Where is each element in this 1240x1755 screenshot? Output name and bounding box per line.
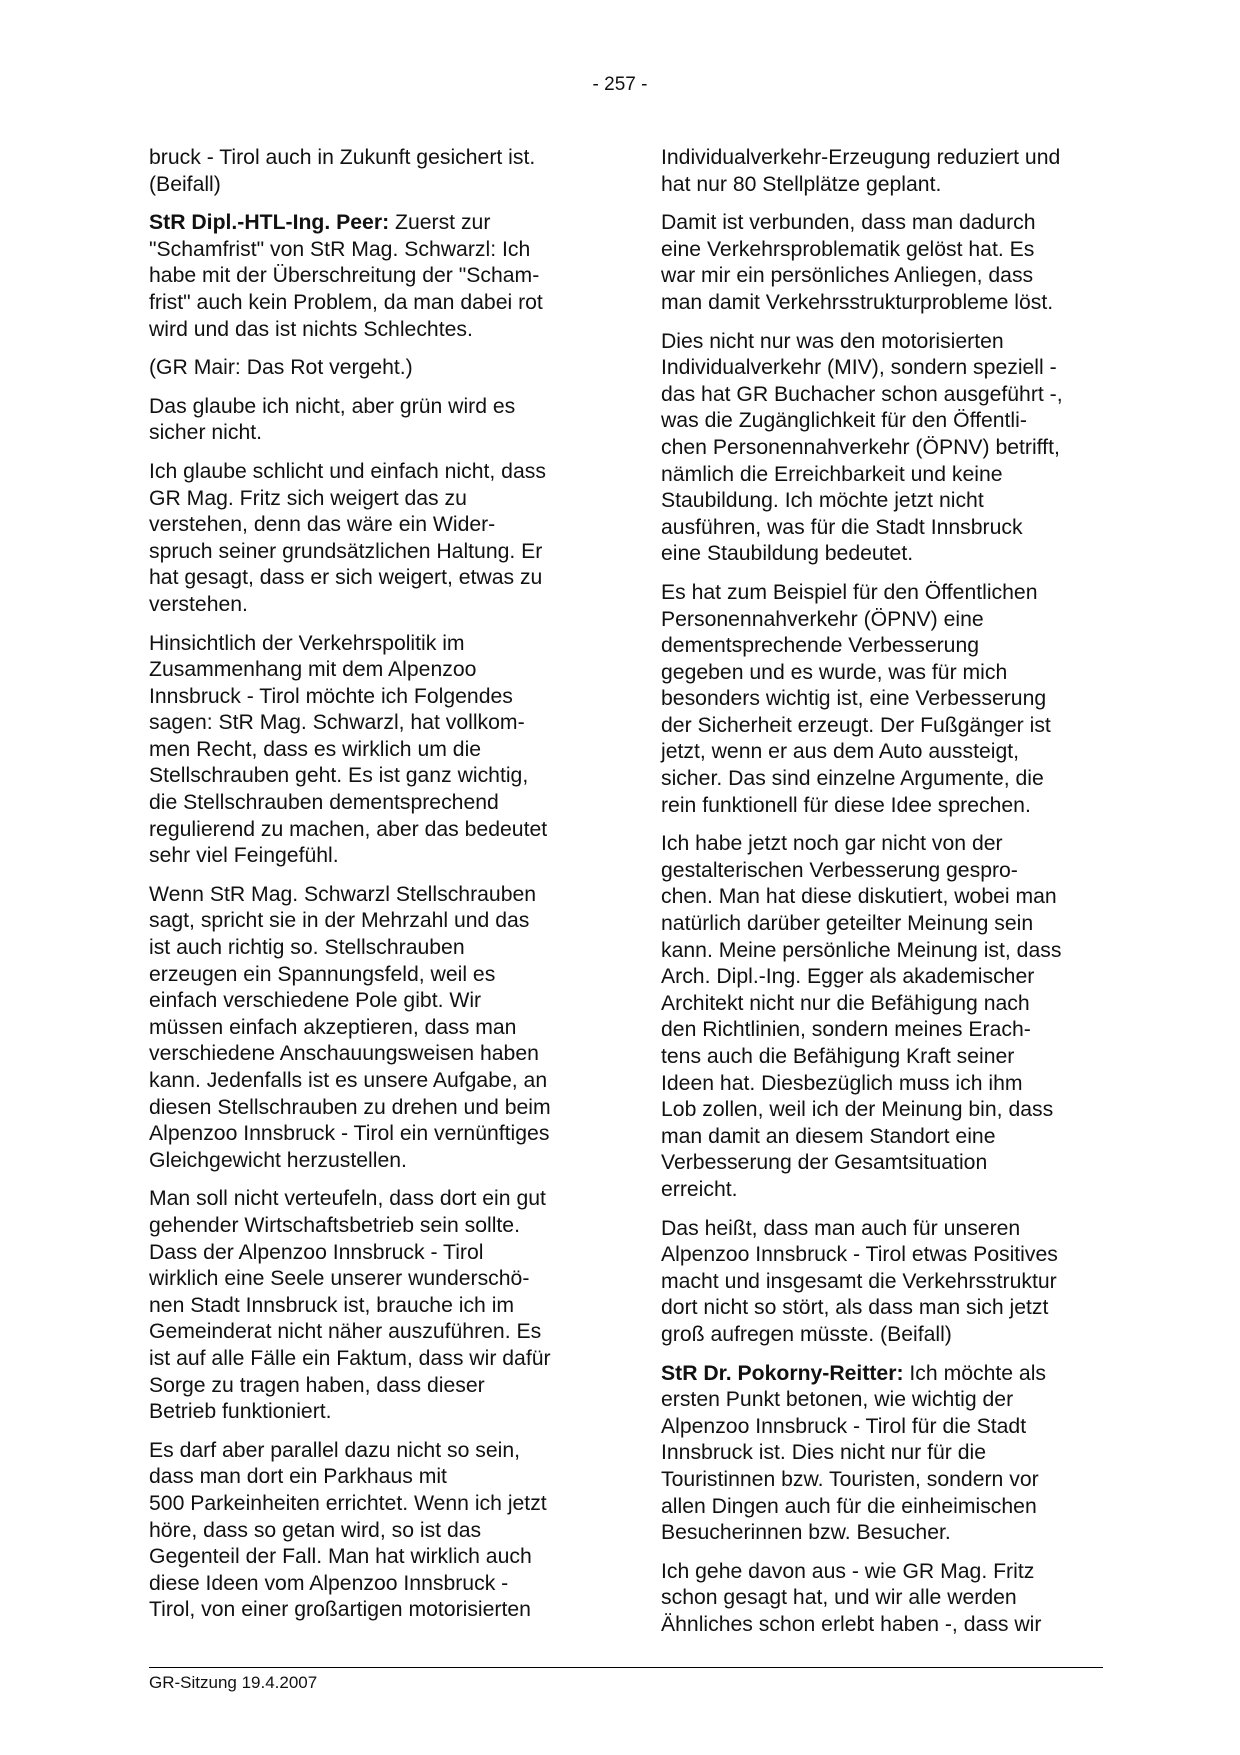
text-line: Betrieb funktioniert. [149,1400,332,1424]
text-line: Ideen hat. Diesbezüglich muss ich ihm [661,1071,1023,1095]
text-line: verstehen. [149,592,248,616]
text-line: frist" auch kein Problem, da man dabei rot [149,290,543,314]
text-line: macht und insgesamt die Verkehrsstruktur [661,1269,1057,1293]
text-line: erzeugen ein Spannungsfeld, weil es [149,962,496,986]
text-line: Staubildung. Ich möchte jetzt nicht [661,489,984,513]
text-line: Dies nicht nur was den motorisierten [661,329,1004,353]
text-line: sicher nicht. [149,421,263,445]
page-number: - 257 - [592,74,648,95]
text-line: Personennahverkehr (ÖPNV) eine [661,607,984,631]
text-line: groß aufregen müsste. (Beifall) [661,1322,952,1346]
text-line: schon gesagt hat, und wir alle werden [661,1586,1017,1610]
paragraph [661,145,1106,198]
text-line: chen. Man hat diese diskutiert, wobei man [661,885,1057,909]
text-line: Besucherinnen bzw. Besucher. [661,1521,951,1545]
paragraph [149,394,594,447]
paragraph [661,831,1106,1203]
text-line: Es darf aber parallel dazu nicht so sein, [149,1438,520,1462]
text-line: ersten Punkt betonen, wie wichtig der [661,1388,1014,1412]
text-line: höre, dass so getan wird, so ist das [149,1518,482,1542]
text-line: Zuerst zur [389,211,491,235]
text-line: Es hat zum Beispiel für den Öffentlichen [661,580,1038,604]
footer-session-date: GR-Sitzung 19.4.2007 [149,1673,318,1692]
text-line: sicher. Das sind einzelne Argumente, die [661,767,1044,791]
text-line: bruck - Tirol auch in Zukunft gesichert ist. [149,146,536,169]
text-line: das hat GR Buchacher schon ausgeführt -, [661,382,1063,406]
text-line: Ich gehe davon aus - wie GR Mag. Fritz [661,1559,1035,1583]
text-line: allen Dingen auch für die einheimischen [661,1494,1037,1518]
text-line: kann. Jedenfalls ist es unsere Aufgabe, an [149,1069,548,1092]
text-line: chen Personennahverkehr (ÖPNV) betrifft, [661,435,1060,459]
paragraph [149,355,594,382]
text-line: diesen Stellschrauben zu drehen und beim [149,1095,551,1119]
text-line: GR Mag. Fritz sich weigert das zu [149,486,467,510]
text-line: Individualverkehr-Erzeugung reduziert und [661,146,1061,169]
paragraph [149,145,594,198]
text-line: hat nur 80 Stellplätze geplant. [661,172,942,196]
text-line: verstehen, denn das wäre ein Wider- [149,513,496,537]
text-line: Stellschrauben geht. Es ist ganz wichtig, [149,764,529,788]
paragraph [661,210,1106,316]
text-line: natürlich darüber geteilter Meinung sein [661,912,1034,936]
text-line: Touristinnen bzw. Touristen, sondern vor [661,1467,1039,1491]
paragraph [149,882,594,1175]
text-line: habe mit der Überschreitung der "Scham- [149,264,540,288]
paragraph [149,631,594,870]
text-line: Gleichgewicht herzustellen. [149,1148,407,1172]
text-line: sagt, spricht sie in der Mehrzahl und das [149,909,530,933]
text-line: gegeben und es wurde, was für mich [661,660,1008,684]
text-line: Gegenteil der Fall. Man hat wirklich auch [149,1545,532,1569]
right-column [661,145,1106,1650]
text-line: sagen: StR Mag. Schwarzl, hat vollkom- [149,711,525,735]
text-line: Arch. Dipl.-Ing. Egger als akademischer [661,965,1035,989]
paragraph [661,1559,1106,1639]
text-line: jetzt, wenn er aus dem Auto aussteigt, [661,740,1020,764]
text-line: Sorge zu tragen haben, dass dieser [149,1373,485,1397]
text-line: Individualverkehr (MIV), sondern speziell - [661,356,1057,380]
text-line: Damit ist verbunden, dass man dadurch [661,211,1036,235]
text-line: den Richtlinien, sondern meines Erach- [661,1018,1031,1042]
text-line: Ich möchte als [903,1361,1047,1385]
paragraph [149,1186,594,1425]
text-line: man damit an diesem Standort eine [661,1124,996,1148]
speaker-name: StR Dr. Pokorny-Reitter: [661,1361,904,1385]
text-line: wirklich eine Seele unserer wunderschö- [149,1267,530,1291]
text-line: Innsbruck ist. Dies nicht nur für die [661,1441,987,1465]
paragraph [149,1438,594,1624]
text-line: wird und das ist nichts Schlechtes. [149,317,473,341]
text-line: rein funktionell für diese Idee sprechen. [661,793,1031,817]
text-line: 500 Parkeinheiten errichtet. Wenn ich jetzt [149,1491,547,1515]
text-line: verschiedene Anschauungsweisen haben [149,1042,539,1066]
text-line: gehender Wirtschaftsbetrieb sein sollte. [149,1213,520,1237]
text-line: was die Zugänglichkeit für den Öffentli- [661,409,1027,433]
text-line: eine Verkehrsproblematik gelöst hat. Es [661,237,1035,261]
text-line: Alpenzoo Innsbruck - Tirol ein vernünftiges [149,1122,550,1146]
text-line: Ähnliches schon erlebt haben -, dass wir [661,1612,1042,1636]
text-line: hat gesagt, dass er sich weigert, etwas zu [149,566,543,590]
text-line: Zusammenhang mit dem Alpenzoo [149,658,477,682]
text-line: Alpenzoo Innsbruck - Tirol für die Stadt [661,1414,1027,1438]
text-line: Innsbruck - Tirol möchte ich Folgendes [149,684,513,708]
text-line: eine Staubildung bedeutet. [661,542,914,566]
paragraph [661,329,1106,568]
text-line: erreicht. [661,1177,738,1201]
text-line: Das glaube ich nicht, aber grün wird es [149,394,516,418]
text-line: Das heißt, dass man auch für unseren [661,1216,1021,1240]
text-line: "Schamfrist" von StR Mag. Schwarzl: Ich [149,237,531,261]
text-line: ist auch richtig so. Stellschrauben [149,936,465,960]
text-line: Alpenzoo Innsbruck - Tirol etwas Positives [661,1243,1058,1267]
text-line: Wenn StR Mag. Schwarzl Stellschrauben [149,882,537,906]
text-line: Ich glaube schlicht und einfach nicht, dass [149,459,546,483]
text-line: die Stellschrauben dementsprechend [149,791,499,815]
text-line: ist auf alle Fälle ein Faktum, dass wir dafür [149,1346,551,1370]
text-line: ausführen, was für die Stadt Innsbruck [661,515,1023,539]
text-line: der Sicherheit erzeugt. Der Fußgänger ist [661,713,1051,737]
paragraph [149,210,594,343]
text-line: regulierend zu machen, aber das bedeutet [149,817,548,841]
text-line: Architekt nicht nur die Befähigung nach [661,991,1030,1015]
speaker-name: StR Dipl.-HTL-Ing. Peer: [149,211,390,235]
paragraph [661,1361,1106,1547]
text-line: Gemeinderat nicht näher auszuführen. Es [149,1320,542,1344]
text-line: man damit Verkehrsstrukturprobleme löst. [661,290,1054,314]
text-line: dass man dort ein Parkhaus mit [149,1465,447,1489]
text-line: (Beifall) [149,172,221,196]
text-line: einfach verschiedene Pole gibt. Wir [149,989,482,1013]
text-line: Hinsichtlich der Verkehrspolitik im [149,631,465,655]
text-line: nämlich die Erreichbarkeit und keine [661,462,1003,486]
text-line: Tirol, von einer großartigen motorisierten [149,1598,531,1622]
text-line: gestalterischen Verbesserung gespro- [661,858,1018,882]
text-line: tens auch die Befähigung Kraft seiner [661,1045,1015,1068]
text-line: dementsprechende Verbesserung [661,634,980,658]
text-line: besonders wichtig ist, eine Verbesserung [661,687,1047,711]
text-line: (GR Mair: Das Rot vergeht.) [149,356,413,380]
footer-divider [149,1667,1103,1668]
left-column [149,145,594,1636]
text-line: Dass der Alpenzoo Innsbruck - Tirol [149,1240,484,1264]
text-line: Man soll nicht verteufeln, dass dort ein gut [149,1187,546,1211]
text-line: spruch seiner grundsätzlichen Haltung. Er [149,539,543,563]
text-line: müssen einfach akzeptieren, dass man [149,1015,517,1039]
text-line: nen Stadt Innsbruck ist, brauche ich im [149,1293,515,1317]
paragraph [661,580,1106,819]
text-line: Ich habe jetzt noch gar nicht von der [661,832,1003,856]
text-line: men Recht, dass es wirklich um die [149,737,482,761]
text-line: Lob zollen, weil ich der Meinung bin, dass [661,1098,1054,1122]
text-line: sehr viel Feingefühl. [149,844,339,868]
paragraph [661,1216,1106,1349]
paragraph [149,459,594,619]
text-line: kann. Meine persönliche Meinung ist, dass [661,938,1062,962]
text-line: war mir ein persönliches Anliegen, dass [661,264,1034,288]
text-line: diese Ideen vom Alpenzoo Innsbruck - [149,1571,509,1595]
text-line: dort nicht so stört, als dass man sich jetzt [661,1296,1049,1320]
text-line: Verbesserung der Gesamtsituation [661,1151,988,1175]
